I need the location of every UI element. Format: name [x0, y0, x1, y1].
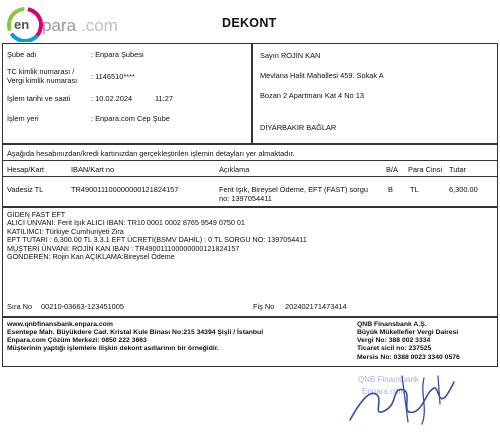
col-header-iban: IBAN/Kart no: [71, 165, 115, 174]
row-account: Vadesiz TL: [7, 185, 44, 194]
details-box: [2, 207, 498, 317]
tc-label-line1: TC kimlik numarası /: [7, 67, 75, 76]
branch-info-box: [2, 43, 252, 144]
details-line: GİDEN FAST EFT: [7, 210, 66, 219]
row-ba: B: [388, 185, 393, 194]
details-line: GÖNDEREN: Rojin Kan AÇIKLAMA:Bireysel Ödeme: [7, 252, 175, 262]
place-label: İşlem yeri: [7, 114, 39, 123]
col-header-amount: Tutar: [449, 165, 466, 174]
row-amount: 6,300.00: [449, 185, 478, 194]
footer-address: Esentepe Mah. Büyükdere Cad. Kristal Kule Binası No:215 34394 Şişli / İstanbul: [7, 329, 264, 337]
col-header-ba: B/A: [386, 165, 398, 174]
footer-right: [357, 321, 460, 362]
tc-value: : 1146510****: [91, 72, 135, 81]
fis-label: Fiş No: [253, 302, 275, 311]
svg-text:Enpara.com: Enpara.com: [362, 387, 406, 396]
details-line: EFT TUTARI : 6,300.00 TL 3.3.1 EFT ÜCRETİ(BSMV DAHİL) : 0 TL SORGU NO: 1397054411: [7, 235, 307, 245]
col-header-currency: Para Cinsi: [408, 165, 443, 174]
details-line: MÜŞTERİ ÜNVANI: ROJİN KAN IBAN : TR490011100000000121824157: [7, 243, 240, 253]
svg-text:.com: .com: [81, 16, 118, 35]
address-city: DİYARBAKIR BAĞLAR: [260, 123, 337, 132]
footer-company: QNB Finansbank A.Ş.: [357, 321, 427, 328]
footer-trade-registry: Ticaret sicil no: 237525: [357, 345, 432, 353]
footer-website: www.qnbfinansbank.enpara.com: [7, 321, 113, 328]
customer-address-box: [252, 43, 498, 144]
tc-label-line2: Vergi kimlik numarası: [7, 76, 78, 85]
address-line1: Mevlana Halit Mahallesi 459. Sokak A: [260, 71, 384, 80]
branch-label: Şube adı: [7, 50, 37, 59]
svg-text:en: en: [14, 17, 30, 32]
svg-text:para: para: [42, 16, 77, 35]
document-title: DEKONT: [222, 16, 277, 30]
row-iban: TR490011100000000121824157: [71, 185, 179, 194]
time-value: 11:27: [155, 94, 173, 103]
footer-left: [7, 321, 263, 354]
footer-mersis: Mersis No: 0388 0023 3340 0576: [357, 353, 460, 361]
footer-note: Müşterinin yaptığı işlemlere ilişkin dekont asıllarının bir örneğidir.: [7, 345, 219, 353]
customer-name: Sayın ROJİN KAN: [260, 51, 321, 60]
footer-tax-no: Vergi No: 388 002 3334: [357, 337, 431, 345]
row-description-line1: Ferit Işık, Bireysel Ödeme, EFT (FAST) sorgu: [219, 185, 368, 194]
row-currency: TL: [410, 185, 419, 194]
date-value: : 10.02.2024: [91, 94, 133, 103]
footer-tax-office: Büyük Mükellefler Vergi Dairesi: [357, 329, 459, 337]
sira-value: 00210-03663-123451005: [41, 302, 125, 311]
sira-label: Sıra No: [7, 302, 33, 311]
branch-value: : Enpara Şubesi: [91, 50, 144, 59]
transaction-box: [2, 144, 498, 207]
col-header-account: Hesap/Kart: [7, 165, 44, 174]
svg-text:QNB Finansbank: QNB Finansbank: [358, 375, 419, 384]
details-text: [7, 211, 307, 262]
address-line2: Bozan 2 Apartmanı Kat 4 No 13: [260, 91, 364, 100]
details-line: ALICI ÜNVANI: Ferit Işık ALICI IBAN: TR10 0001 0002 8765 9549 0750 01: [7, 218, 245, 228]
bank-stamp-signature: [342, 368, 462, 428]
details-line: KATILIMCI: Türkiye Cumhuriyeti Zira: [7, 226, 124, 236]
place-value: : Enpara.com Cep Şube: [91, 114, 170, 123]
divider: [3, 176, 498, 177]
footer-box: [2, 317, 498, 367]
divider: [3, 160, 498, 161]
fis-value: 202402171473414: [285, 302, 347, 311]
row-description-line2: no: 1397054411: [219, 194, 272, 203]
date-label: İşlem tarihi ve saati: [7, 94, 71, 103]
transaction-intro: Aşağıda hesabınızdan/kredi kartınızdan gerçekleştirilen işlemin detayları yer almaktadır.: [7, 149, 295, 158]
col-header-description: Açıklama: [219, 165, 250, 174]
footer-support-phone: Enpara.com Çözüm Merkezi: 0850 222 3663: [7, 337, 147, 345]
enpara-logo: [6, 6, 136, 42]
